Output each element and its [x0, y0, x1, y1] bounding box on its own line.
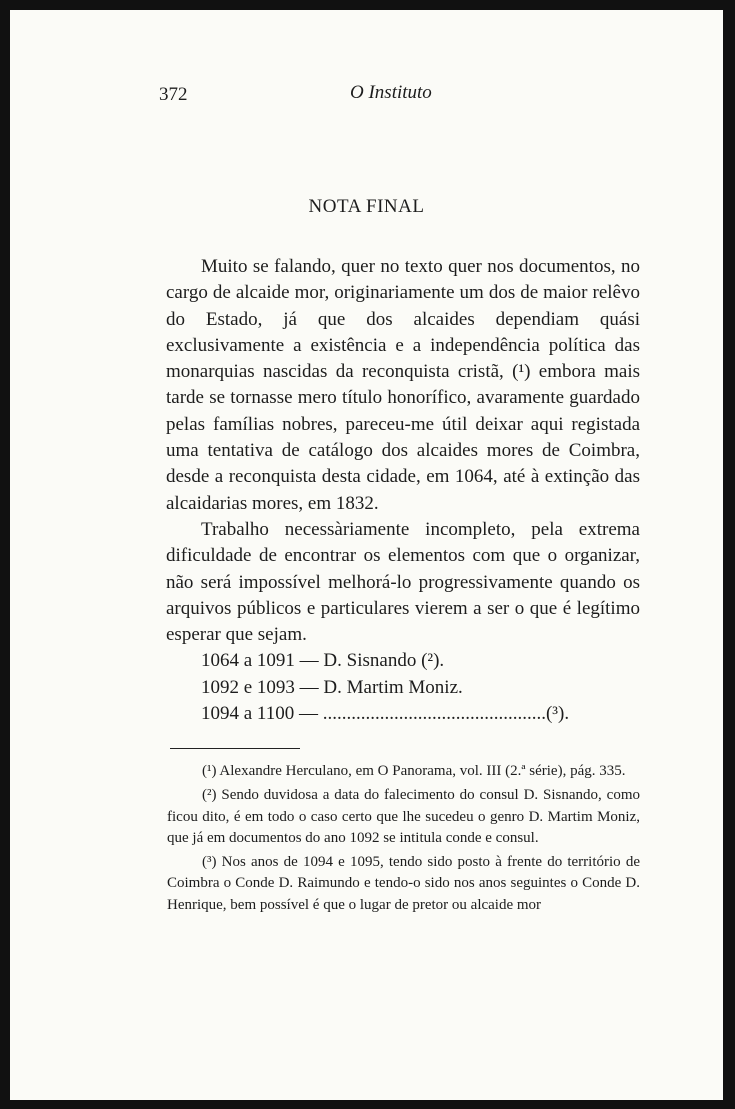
running-title: O Instituto	[350, 82, 432, 103]
chronology-entry: 1092 e 1093 — D. Martim Moniz.	[201, 676, 463, 698]
section-title: NOTA FINAL	[308, 196, 425, 217]
footnote: (¹) Alexandre Herculano, em O Panorama, vol. III (2.ª série), pág. 335.	[202, 763, 626, 779]
footnote: (²) Sendo duvidosa a data do falecimento do consul D. Sisnando, como ficou dito, é em todo o caso certo que lhe sucedeu o genro D. Martim Moniz, que já em documentos do ano 1092 se intitula conde e consul.	[167, 787, 640, 846]
footnote-divider	[170, 748, 300, 749]
chronology-entry: 1064 a 1091 — D. Sisnando (²).	[201, 650, 445, 672]
paragraph: Muito se falando, quer no texto quer nos documentos, no cargo de alcaide mor, originariamente um dos de maior relêvo do Estado, já que dos alcaides dependiam quási exclusivamente a existência e a independência política das monarquias nascidas da reconquista cristã, (¹) embora mais tarde se tornasse mero título honorífico, avaramente guardado pelas famílias nobres, pareceu-me útil deixar aqui registada uma tentativa de catálogo dos alcaides mores de Coimbra, desde a reconquista desta cidade, em 1064, até à extinção das alcaidarias mores, em 1832.	[166, 256, 640, 514]
book-page	[10, 10, 723, 1100]
footnotes	[167, 761, 640, 919]
chronology-entry: 1094 a 1100 — ...............................................(³).	[201, 703, 570, 725]
footnote: (³) Nos anos de 1094 e 1095, tendo sido posto à frente do território de Coimbra o Conde D. Raimundo e tendo-o sido nos anos seguintes o Conde D. Henrique, bem possível é que o lugar de pretor ou alcaide mor	[167, 854, 640, 913]
page-number: 372	[159, 84, 188, 105]
paragraph: Trabalho necessàriamente incompleto, pela extrema dificuldade de encontrar os elementos com que o organizar, não será impossível melhorá-lo progressivamente quando os arquivos públicos e particulares vierem a ser o que é legítimo esperar que sejam.	[166, 518, 640, 646]
page-header	[10, 76, 723, 106]
main-text	[166, 254, 640, 727]
